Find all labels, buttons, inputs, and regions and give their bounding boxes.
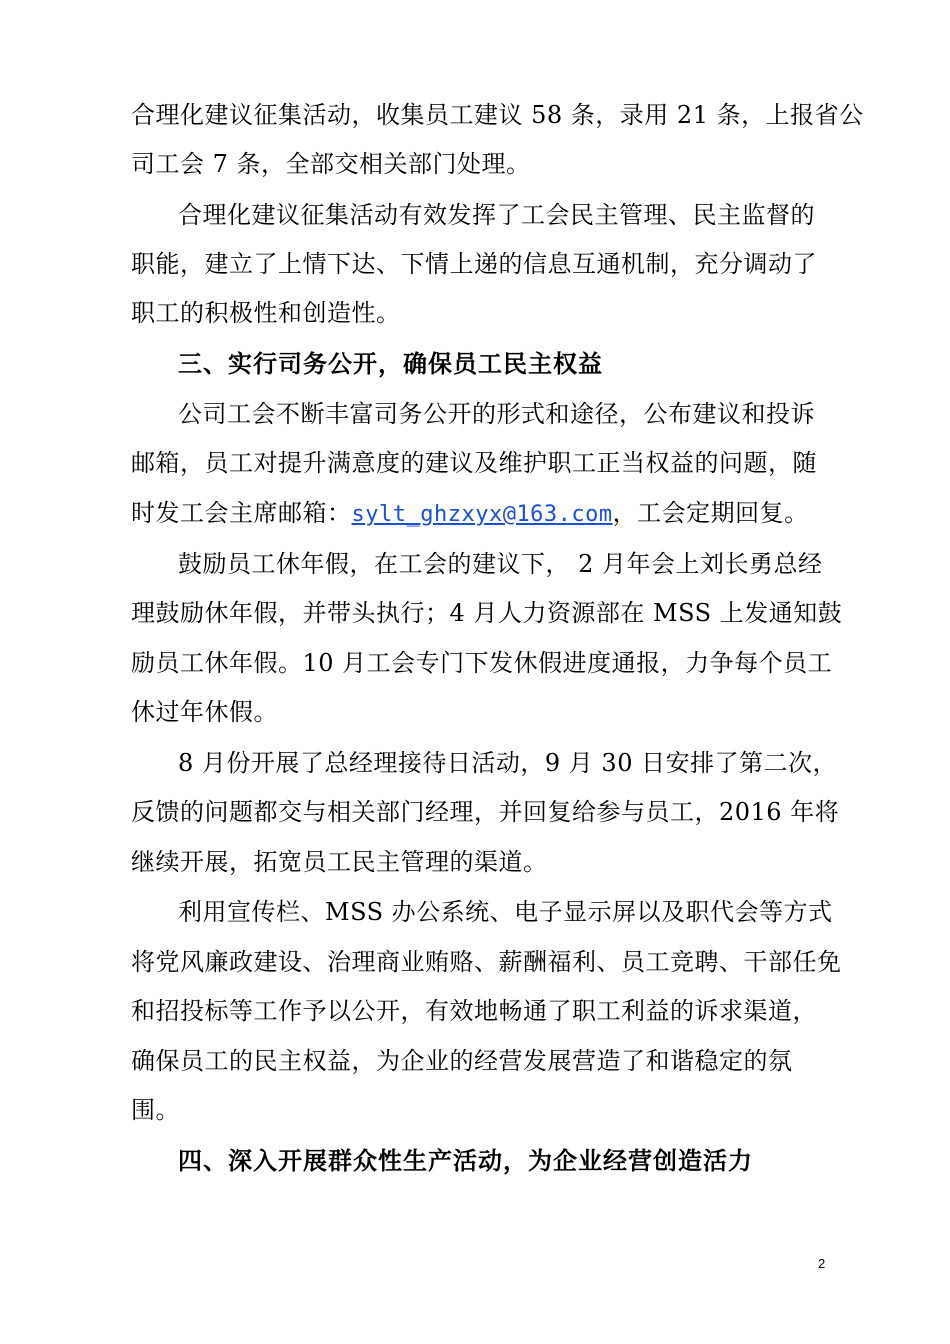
paragraph-line: 利用宣传栏、MSS 办公系统、电子显示屏以及职代会等方式 — [178, 898, 833, 926]
paragraph-line — [131, 496, 809, 532]
paragraph-line: 司工会 7 条，全部交相关部门处理。 — [131, 150, 531, 178]
paragraph-line: 合理化建议征集活动，收集员工建议 58 条，录用 21 条，上报省公 — [131, 101, 864, 129]
paragraph-line: 邮箱，员工对提升满意度的建议及维护职工正当权益的问题，随 — [131, 449, 817, 477]
email-prefix-text: 时发工会主席邮箱： — [131, 499, 352, 527]
paragraph-line: 理鼓励休年假，并带头执行；4 月人力资源部在 MSS 上发通知鼓 — [131, 599, 843, 627]
paragraph-line: 和招投标等工作予以公开，有效地畅通了职工利益的诉求渠道， — [131, 997, 817, 1025]
paragraph-line: 8 月份开展了总经理接待日活动，9 月 30 日安排了第二次， — [178, 749, 838, 777]
paragraph-line: 围。 — [131, 1096, 180, 1124]
paragraph-line: 职工的积极性和创造性。 — [131, 299, 401, 327]
paragraph-line: 公司工会不断丰富司务公开的形式和途径，公布建议和投诉 — [178, 400, 815, 428]
paragraph-line: 休过年休假。 — [131, 698, 278, 726]
paragraph-line: 继续开展，拓宽员工民主管理的渠道。 — [131, 848, 548, 876]
paragraph-line: 确保员工的民主权益，为企业的经营发展营造了和谐稳定的氛 — [131, 1047, 793, 1075]
paragraph-line: 合理化建议征集活动有效发挥了工会民主管理、民主监督的 — [178, 201, 815, 229]
paragraph-line: 职能，建立了上情下达、下情上递的信息互通机制，充分调动了 — [131, 250, 817, 278]
paragraph-line: 反馈的问题都交与相关部门经理，并回复给参与员工，2016 年将 — [131, 798, 840, 826]
page-number: 2 — [818, 1256, 826, 1271]
section-heading: 四、深入开展群众性生产活动，为企业经营创造活力 — [178, 1147, 753, 1175]
email-suffix-text: ，工会定期回复。 — [612, 499, 809, 527]
paragraph-line: 鼓励员工休年假，在工会的建议下， 2 月年会上刘长勇总经 — [178, 550, 823, 578]
email-link[interactable]: sylt_ghzxyx@163.com — [351, 502, 613, 527]
paragraph-line: 励员工休年假。10 月工会专门下发休假进度通报，力争每个员工 — [131, 649, 833, 677]
section-heading: 三、实行司务公开，确保员工民主权益 — [178, 350, 603, 378]
paragraph-line: 将党风廉政建设、治理商业贿赂、薪酬福利、员工竞聘、干部任免 — [131, 948, 842, 976]
